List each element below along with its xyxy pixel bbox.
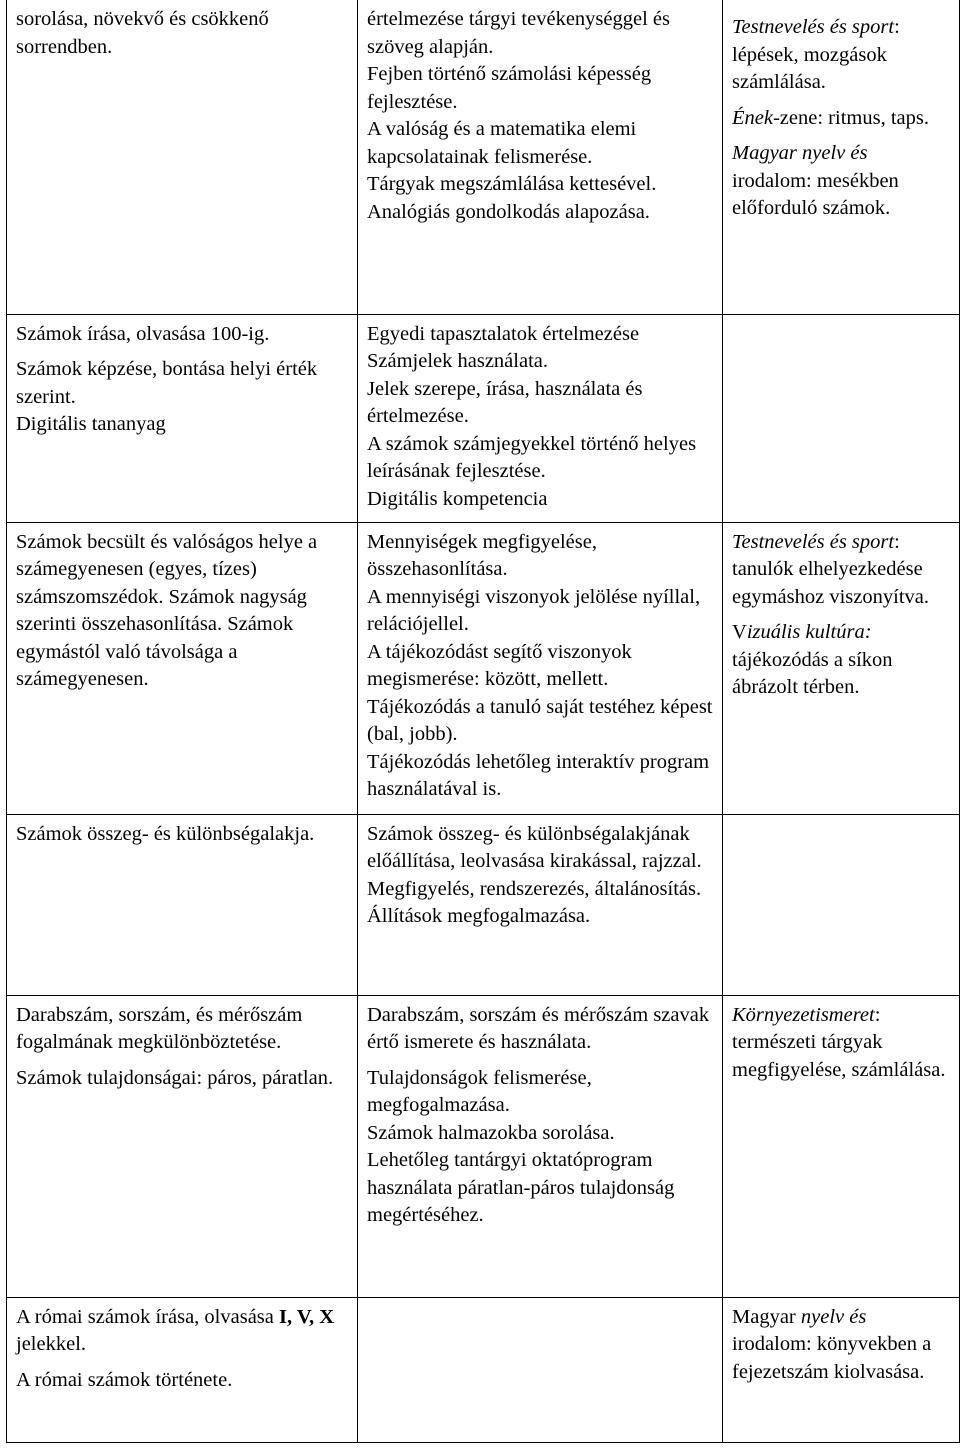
topic-text: Darabszám, sorszám, és mérőszám fogalmának megkülönböztetése.	[16, 1003, 303, 1053]
subject-name: Környezetismeret	[732, 1003, 875, 1026]
activity-text: Darabszám, sorszám és mérőszám szavak értő ismerete és használata.	[367, 1003, 710, 1053]
topic-text-part: A római számok írása, olvasása	[16, 1305, 280, 1328]
subject-name: Testnevelés és sport	[732, 16, 895, 38]
topic-cell	[7, 0, 358, 314]
table-row	[7, 314, 960, 522]
activity-cell	[358, 995, 723, 1297]
activity-text: Tárgyak megszámlálása kettesével.	[367, 173, 657, 195]
topic-text: Számok összeg- és különbségalakja.	[16, 822, 315, 845]
cross-link: Testnevelés és sport: tanulók elhelyezkedése egymáshoz viszonyítva.	[732, 530, 929, 608]
links-cell	[723, 0, 960, 314]
activity-text: Tájékozódás a tanuló saját testéhez képest (bal, jobb).	[367, 695, 713, 745]
subject-name: Ének-	[732, 106, 780, 129]
activity-text: Analógiás gondolkodás alapozása.	[367, 200, 650, 223]
topic-text: sorolása, növekvő és csökkenő sorrendben.	[16, 8, 269, 58]
links-cell	[723, 314, 960, 522]
activity-text: Számok összeg- és különbségalakjának előállítása, leolvasása kirakással, rajzzal.	[367, 822, 702, 872]
cross-link	[732, 140, 951, 223]
activity-text: A tájékozódást segítő viszonyok megismerése: között, mellett.	[367, 640, 632, 690]
topic-text: A római számok története.	[16, 1368, 233, 1391]
link-text: ritmus, taps.	[828, 106, 929, 129]
activity-text: Állítások megfogalmazása.	[367, 905, 591, 927]
topic-text: Számok képzése, bontása helyi érték szerint.	[16, 358, 318, 408]
activity-text: Megfigyelés, rendszerezés, általánosítás.	[367, 877, 702, 900]
activity-text: Egyedi tapasztalatok értelmezése	[367, 322, 640, 345]
topic-text: Számok becsült és valóságos helye a számegyenesen (egyes, tízes) számszomszédok. Számok nagyság szerinti összehasonlítása. Számok egymástól való távolsága a számegyenesen.	[16, 530, 318, 690]
curriculum-table	[6, 0, 960, 1443]
activity-cell	[358, 1297, 723, 1442]
cross-link: Környezetismeret: természeti tárgyak megfigyelése, számlálása.	[732, 1003, 946, 1081]
activity-text: Fejben történő számolási képesség fejlesztése.	[367, 63, 652, 113]
activity-text: A mennyiségi viszonyok jelölése nyíllal, relációjellel.	[367, 585, 701, 635]
activity-text: A valóság és a matematika elemi kapcsolatainak felismerése.	[367, 118, 637, 168]
table-row	[7, 522, 960, 814]
activity-text: értelmezése tárgyi tevékenységgel és szöveg alapján.	[367, 8, 670, 58]
topic-text: Digitális tananyag	[16, 413, 166, 435]
activity-text: Lehetőleg tantárgyi oktatóprogram használata páratlan-páros tulajdonság megértéséhez.	[367, 1149, 675, 1226]
topic-cell	[7, 314, 358, 522]
link-text: irodalom: mesékben előforduló számok.	[732, 169, 899, 219]
link-text: tájékozódás a síkon ábrázolt térben.	[732, 648, 893, 698]
activity-text: Számok halmazokba sorolása.	[367, 1121, 615, 1144]
activity-text: Tájékozódás lehetőleg interaktív program használatával is.	[367, 750, 710, 800]
cross-link: Testnevelés és sport: lépések, mozgások számlálása.	[732, 16, 900, 93]
topic-text: Számok tulajdonságai: páros, páratlan.	[16, 1066, 334, 1089]
cross-link: Ének-zene: ritmus, taps.	[732, 106, 929, 129]
subject-name-prefix: V	[732, 621, 747, 643]
links-cell	[723, 522, 960, 814]
activity-text: Digitális kompetencia	[367, 487, 548, 510]
table-row	[7, 995, 960, 1297]
subject-name: Magyar	[732, 1305, 801, 1328]
activity-text: Jelek szerepe, írása, használata és értelmezése.	[367, 377, 643, 427]
roman-numerals: I, V, X	[279, 1305, 335, 1328]
topic-text: Számok írása, olvasása 100-ig.	[16, 322, 270, 345]
table-row	[7, 0, 960, 314]
activity-cell	[358, 814, 723, 995]
activity-cell	[358, 0, 723, 314]
activity-text: Számjelek használata.	[367, 350, 548, 372]
cross-link	[732, 1304, 951, 1387]
topic-text-part: jelekkel.	[16, 1333, 87, 1355]
links-cell	[723, 995, 960, 1297]
activity-cell	[358, 522, 723, 814]
subject-name-italic: nyelv és	[800, 1305, 867, 1328]
subject-name: izuális kultúra:	[746, 621, 872, 643]
topic-cell	[7, 522, 358, 814]
activity-text: A számok számjegyekkel történő helyes leírásának fejlesztése.	[367, 432, 697, 482]
link-text: természeti tárgyak megfigyelése, számlálása.	[732, 1031, 946, 1081]
links-cell	[723, 1297, 960, 1442]
links-cell	[723, 814, 960, 995]
link-text: lépések, mozgások számlálása.	[732, 43, 887, 93]
activity-cell	[358, 314, 723, 522]
subject-name: Magyar nyelv és	[732, 142, 868, 164]
link-text: tanulók elhelyezkedése egymáshoz viszonyítva.	[732, 558, 929, 608]
topic-cell	[7, 1297, 358, 1442]
activity-text: Tulajdonságok felismerése, megfogalmazása.	[367, 1066, 592, 1116]
link-text: irodalom: könyvekben a fejezetszám kiolvasása.	[732, 1333, 932, 1383]
topic-cell	[7, 995, 358, 1297]
topic-cell	[7, 814, 358, 995]
subject-name-rest: zene	[779, 106, 818, 129]
cross-link	[732, 619, 951, 702]
table-row	[7, 1297, 960, 1442]
table-row	[7, 814, 960, 995]
topic-text	[16, 1304, 349, 1359]
subject-name: Testnevelés és sport	[732, 530, 895, 553]
activity-text: Mennyiségek megfigyelése, összehasonlítása.	[367, 530, 597, 580]
